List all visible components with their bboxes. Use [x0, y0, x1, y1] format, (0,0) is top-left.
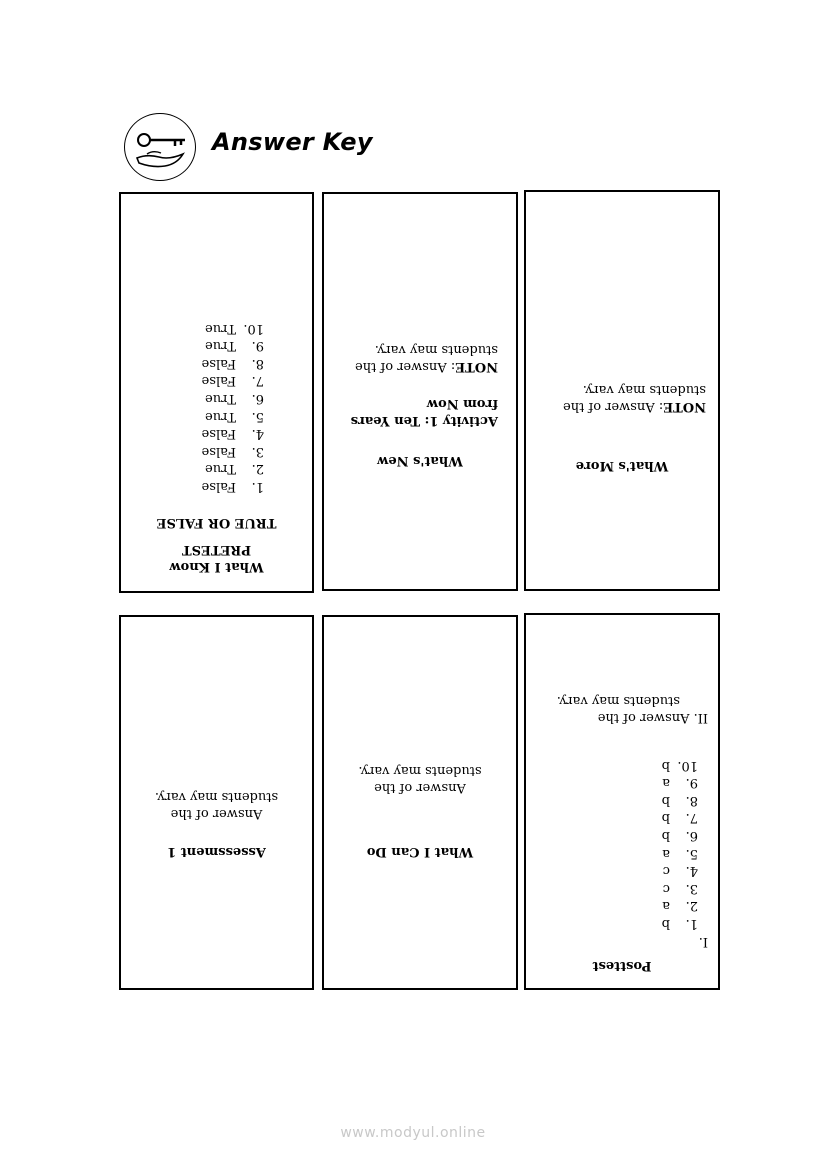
assessment-text: Answer of the	[170, 806, 263, 821]
posttest-item	[662, 826, 698, 844]
posttest-item	[662, 862, 698, 880]
posttest-item	[662, 809, 698, 827]
note-text-line2: students may vary.	[374, 342, 498, 357]
item-answer: False	[201, 426, 236, 442]
item-answer: True	[205, 408, 236, 424]
pretest-item	[202, 319, 264, 337]
posttest-item	[662, 897, 698, 915]
activity-title: Activity 1: Ten Years	[350, 413, 498, 428]
posttest-box	[524, 613, 720, 990]
pretest-answer-list	[202, 319, 264, 495]
item-answer: False	[201, 443, 236, 459]
note-text-line2: students may vary.	[582, 382, 706, 397]
item-number: 8.	[251, 355, 264, 371]
item-answer: False	[201, 373, 236, 389]
pretest-item	[202, 442, 264, 460]
note-text: : Answer of the	[355, 359, 456, 374]
item-number: 7.	[685, 810, 698, 826]
part-two-text: II. Answer of the	[597, 710, 708, 725]
item-number: 3.	[685, 880, 698, 896]
item-number: 2.	[251, 461, 264, 477]
pretest-item	[202, 407, 264, 425]
assessment-text-line2: students may vary.	[154, 789, 279, 804]
posttest-item	[662, 791, 698, 809]
posttest-item	[662, 774, 698, 792]
assessment-heading: Assessment 1	[167, 844, 266, 859]
whats-more-box	[524, 190, 720, 591]
what-i-can-do-box	[322, 615, 518, 990]
item-number: 4.	[685, 863, 698, 879]
item-number: 1.	[685, 916, 698, 931]
what-i-know-heading: What I Know	[169, 559, 264, 574]
what-i-can-do-heading: What I Can Do	[366, 844, 474, 859]
item-number: 6.	[685, 828, 698, 844]
item-answer: True	[205, 320, 236, 336]
item-number: 4.	[251, 426, 264, 442]
whats-new-heading: What's New	[377, 453, 463, 468]
posttest-item	[662, 756, 698, 774]
pretest-heading: PRETEST	[181, 542, 252, 557]
what-i-can-do-text: Answer of the	[374, 780, 466, 795]
pretest-item	[202, 425, 264, 443]
item-answer: b	[661, 757, 670, 773]
whats-more-heading: What's More	[575, 458, 669, 473]
item-answer: True	[205, 461, 236, 477]
posttest-item	[662, 879, 698, 897]
item-answer: b	[661, 828, 670, 844]
part-two-text-line2: students may vary.	[556, 693, 680, 708]
item-number: 9.	[685, 775, 698, 791]
posttest-item	[662, 914, 698, 932]
item-number: 9.	[251, 338, 264, 354]
item-number: 6.	[251, 391, 264, 407]
whats-new-box	[322, 192, 518, 591]
key-in-hand-icon	[124, 113, 196, 181]
item-answer: True	[205, 338, 236, 354]
pretest-item	[202, 389, 264, 407]
part-one-label: I.	[698, 934, 708, 949]
pretest-item	[202, 354, 264, 372]
item-number: 1.	[251, 479, 264, 494]
item-answer: False	[201, 479, 236, 494]
pretest-item	[202, 477, 264, 495]
posttest-heading: Posttest	[592, 958, 652, 973]
item-number: 8.	[685, 792, 698, 808]
item-number: 10.	[243, 320, 264, 336]
note-label: NOTE	[663, 399, 706, 414]
item-answer: b	[661, 810, 670, 826]
item-answer: b	[661, 916, 670, 931]
item-answer: False	[201, 355, 236, 371]
pretest-item	[202, 372, 264, 390]
item-answer: c	[662, 880, 670, 896]
note-label: NOTE	[455, 359, 498, 374]
posttest-item	[662, 844, 698, 862]
what-i-can-do-text-line2: students may vary.	[358, 763, 482, 778]
assessment-box	[119, 615, 314, 990]
true-or-false-heading: TRUE OR FALSE	[156, 515, 277, 530]
item-answer: c	[662, 863, 670, 879]
pretest-item	[202, 337, 264, 355]
item-number: 5.	[251, 408, 264, 424]
watermark: www.modyul.online	[340, 1125, 486, 1141]
pretest-item	[202, 460, 264, 478]
posttest-answer-list	[662, 756, 698, 932]
item-answer: a	[662, 775, 670, 791]
item-number: 2.	[685, 898, 698, 914]
item-answer: True	[205, 391, 236, 407]
item-number: 5.	[685, 845, 698, 861]
page-title: Answer Key	[212, 128, 373, 156]
item-answer: b	[661, 792, 670, 808]
item-number: 7.	[251, 373, 264, 389]
item-answer: a	[662, 845, 670, 861]
item-number: 10.	[677, 757, 698, 773]
what-i-know-box	[119, 192, 314, 593]
note-text: : Answer of the	[563, 399, 664, 414]
item-number: 3.	[251, 443, 264, 459]
item-answer: a	[662, 898, 670, 914]
activity-subtitle: from Now	[426, 396, 498, 411]
